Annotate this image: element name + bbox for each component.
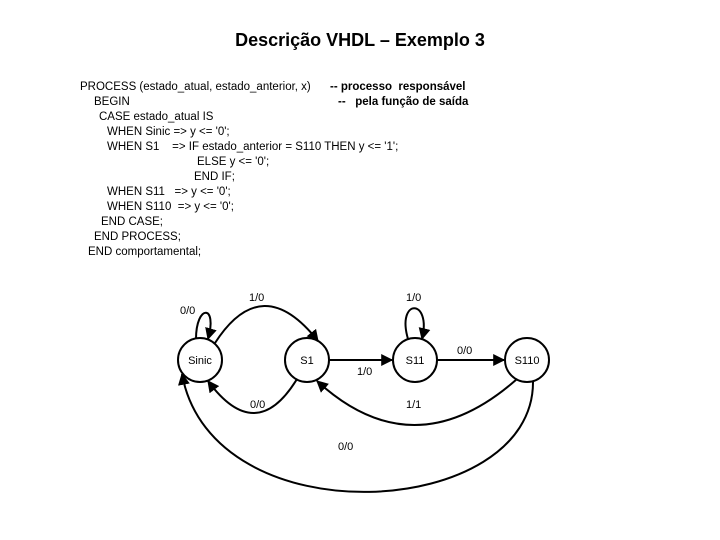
code-line-12: END comportamental; <box>88 246 202 258</box>
code-line-3: CASE estado_atual IS <box>99 111 214 123</box>
transition-sinic-to-s1-label: 1/0 <box>249 292 265 304</box>
transition-s1-to-sinic-label: 0/0 <box>250 399 266 411</box>
code-line-7: END IF; <box>194 171 235 183</box>
code-comment-line-1: -- processo responsável <box>330 81 466 93</box>
code-line-1: PROCESS (estado_atual, estado_anterior, x) <box>80 81 311 93</box>
code-line-11: END PROCESS; <box>94 231 181 243</box>
code-line-2: BEGIN <box>94 96 130 108</box>
code-line-9: WHEN S110 => y <= '0'; <box>107 201 234 213</box>
transition-sinic-self-label: 0/0 <box>180 305 196 317</box>
code-line-8: WHEN S11 => y <= '0'; <box>107 186 231 198</box>
transition-s11-self <box>406 308 424 339</box>
state-s110-label: S110 <box>514 355 540 367</box>
transition-sinic-self <box>196 313 211 339</box>
code-line-5: WHEN S1 => IF estado_anterior = S110 THEN y <= '1'; <box>107 141 399 153</box>
code-comment-line-2: -- pela função de saída <box>338 96 469 108</box>
transition-s110-to-sinic <box>182 374 533 492</box>
code-line-6: ELSE y <= '0'; <box>197 156 270 168</box>
transition-s11-self-label: 1/0 <box>406 292 422 304</box>
transition-s110-to-sinic-label: 0/0 <box>338 441 354 453</box>
state-s1-label: S1 <box>300 355 314 367</box>
code-line-4: WHEN Sinic => y <= '0'; <box>107 126 230 138</box>
slide-title: Descrição VHDL – Exemplo 3 <box>235 30 485 50</box>
state-sinic-label: Sinic <box>188 355 212 367</box>
state-s11-label: S11 <box>405 355 425 367</box>
code-line-10: END CASE; <box>101 216 163 228</box>
transition-s11-to-s110-label: 0/0 <box>457 345 473 357</box>
transition-s1-to-s11-label: 1/0 <box>357 366 373 378</box>
transition-s110-to-s1-label: 1/1 <box>406 399 422 411</box>
